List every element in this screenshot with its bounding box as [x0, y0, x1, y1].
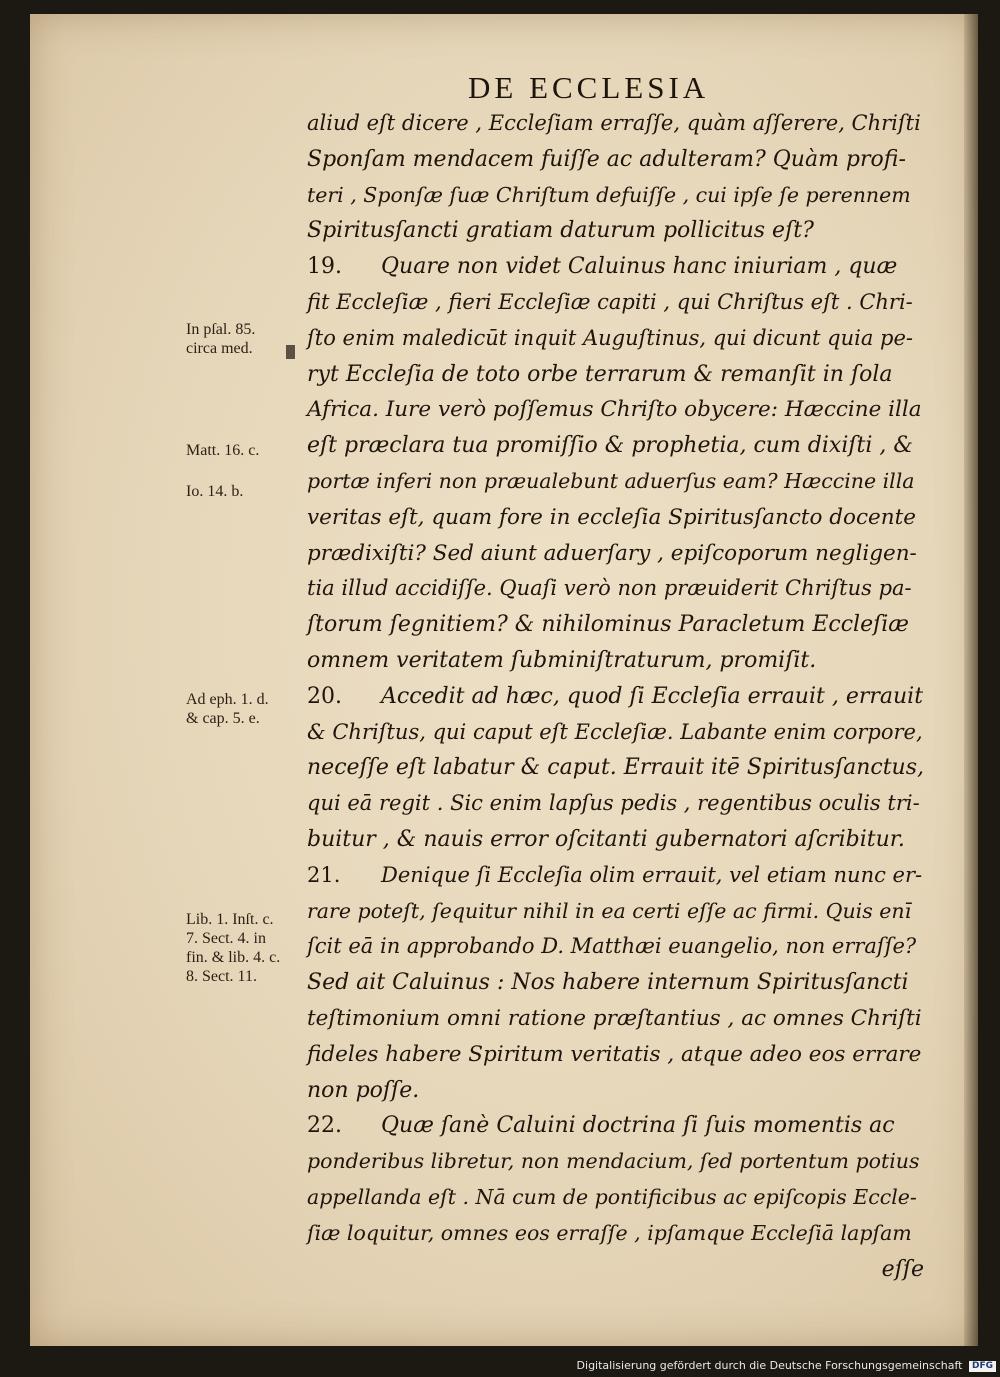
- text-line: [307, 965, 924, 1001]
- line-text: Sed ait Caluinus : Nos habere internum Spiritusſancti: [307, 970, 909, 996]
- line-text: qui eā regit . Sic enim lapſus pedis , regentibus oculis tri-: [307, 791, 920, 816]
- line-text: appellanda eſt . Nā cum de pontificibus ac epiſcopis Eccle-: [307, 1184, 917, 1209]
- paragraph-number: 22.: [307, 1113, 342, 1139]
- text-line: [307, 750, 924, 786]
- footer-text: Digitalisierung gefördert durch die Deutsche Forschungsgemeinschaft: [576, 1359, 963, 1372]
- text-line: [307, 858, 924, 894]
- line-text: veritas eſt, quam fore in eccleſia Spiritusſancto docente: [307, 504, 916, 530]
- text-line: [307, 249, 924, 285]
- paragraph-number: 21.: [307, 862, 341, 887]
- text-line: [307, 571, 924, 607]
- margin-note-line: Lib. 1. Inſt. c.: [186, 911, 274, 928]
- text-line: [307, 715, 924, 751]
- margin-note-io: [186, 482, 243, 501]
- margin-note-inst: [186, 910, 280, 986]
- line-text: neceſſe eſt labatur & caput. Errauit itē Spiritusſanctus,: [307, 755, 925, 781]
- text-line: [307, 1252, 924, 1288]
- line-text: teri , Sponſæ ſuæ Chriſtum defuiſſe , cui ipſe ſe perennem: [307, 182, 911, 207]
- line-text: ſto enim maledicūt inquit Auguſtinus, qui dicunt quia pe-: [307, 325, 914, 350]
- margin-note-line: & cap. 5. e.: [186, 710, 260, 727]
- margin-note-matt: [186, 441, 259, 460]
- dfg-logo: DFG: [969, 1361, 996, 1372]
- line-text: portæ inferi non præualebunt aduerſus eam? Hæccine illa: [307, 468, 915, 493]
- text-line: [307, 536, 924, 572]
- margin-note-psal: [186, 320, 255, 358]
- line-text: teſtimonium omni ratione præſtantius , ac omnes Chriſti: [307, 1005, 922, 1031]
- line-text: ryt Eccleſia de toto orbe terrarum & remanſit in ſola: [307, 361, 893, 387]
- text-line: [307, 321, 924, 357]
- line-text: & Chriſtus, qui caput eſt Eccleſiæ. Labante enim corpore,: [307, 719, 923, 744]
- text-line: [307, 428, 924, 464]
- margin-note-line: In pſal. 85.: [186, 321, 256, 338]
- paragraph-number: 20.: [307, 683, 342, 709]
- line-text: ſtorum ſegnitiem? & nihilominus Paracletum Eccleſiæ: [307, 612, 909, 638]
- line-text: Quare non videt Caluinus hanc iniuriam , quæ: [381, 254, 898, 280]
- line-text: ſcit eā in approbando D. Matthæi euangelio, non erraſſe?: [307, 934, 917, 959]
- line-text: Quæ ſanè Caluini doctrina ſi ſuis momentis ac: [381, 1113, 895, 1139]
- line-text: ponderibus libretur, non mendacium, ſed portentum potius: [307, 1149, 920, 1174]
- text-line: [307, 142, 924, 178]
- margin-note-line: 8. Sect. 11.: [186, 968, 257, 985]
- text-line: [307, 1001, 924, 1037]
- text-line: [307, 1037, 924, 1073]
- line-text: eſſe: [881, 1256, 924, 1282]
- page-edge-shadow: [964, 14, 978, 1346]
- line-text: fideles habere Spiritum veritatis , atque adeo eos errare: [307, 1041, 922, 1067]
- text-line: [307, 1073, 924, 1109]
- line-text: ſiæ loquitur, omnes eos erraſſe , ipſamque Eccleſiā lapſam: [307, 1220, 912, 1245]
- margin-mark: [286, 345, 295, 359]
- line-text: fit Eccleſiæ , fieri Eccleſiæ capiti , qui Chriſtus eſt . Chri-: [307, 289, 913, 314]
- margin-note-line: circa med.: [186, 340, 253, 357]
- text-line: [307, 1216, 924, 1252]
- margin-note-line: Io. 14. b.: [186, 483, 244, 500]
- line-text: eſt præclara tua promiſſio & prophetia, cum dixiſti , &: [307, 433, 913, 459]
- line-text: aliud eſt dicere , Eccleſiam erraſſe, quàm aſſerere, Chriſti: [307, 111, 921, 135]
- paragraph-number: 19.: [307, 254, 342, 280]
- text-line: [307, 178, 924, 214]
- text-line: [307, 500, 924, 536]
- margin-note-line: Matt. 16. c.: [186, 442, 260, 459]
- running-header: DE ECCLESIA: [468, 70, 710, 105]
- line-text: Spiritusſancti gratiam daturum pollicitus eſt?: [307, 218, 814, 244]
- main-text-block: [307, 106, 924, 1287]
- line-text: buitur , & nauis error oſcitanti gubernatori aſcribitur.: [307, 826, 905, 852]
- line-text: Africa. Iure verò poſſemus Chriſto obycere: Hæccine illa: [307, 397, 922, 423]
- text-line: [307, 822, 924, 858]
- text-line: [307, 213, 924, 249]
- margin-note-line: Ad eph. 1. d.: [186, 691, 269, 708]
- line-text: prædixiſti? Sed aiunt aduerſary , epiſcoporum negligen-: [307, 540, 917, 566]
- line-text: Accedit ad hæc, quod ſi Eccleſia errauit , errauit: [381, 683, 924, 709]
- text-line: [307, 285, 924, 321]
- line-text: non poſſe.: [307, 1077, 420, 1103]
- digitization-footer: [577, 1359, 996, 1372]
- line-text: Denique ſi Eccleſia olim errauit, vel etiam nunc er-: [381, 862, 923, 887]
- text-line: [307, 929, 924, 965]
- text-line: [307, 679, 924, 715]
- text-line: [307, 643, 924, 679]
- line-text: tia illud accidiſſe. Quaſi verò non præuiderit Chriſtus pa-: [307, 576, 912, 601]
- text-line: [307, 894, 924, 930]
- margin-note-eph: [186, 690, 269, 728]
- line-text: rare poteſt, ſequitur nihil in ea certi eſſe ac firmi. Quis enī: [307, 898, 912, 923]
- text-line: [307, 786, 924, 822]
- text-line: [307, 464, 924, 500]
- margin-note-line: 7. Sect. 4. in: [186, 930, 266, 947]
- text-line: [307, 1108, 924, 1144]
- text-line: [307, 106, 924, 142]
- text-line: [307, 392, 924, 428]
- line-text: Sponſam mendacem fuiſſe ac adulteram? Quàm profi-: [307, 146, 906, 172]
- line-text: omnem veritatem ſubminiſtraturum, promiſit.: [307, 647, 817, 673]
- text-line: [307, 607, 924, 643]
- text-line: [307, 1144, 924, 1180]
- text-line: [307, 357, 924, 393]
- text-line: [307, 1180, 924, 1216]
- margin-note-line: fin. & lib. 4. c.: [186, 949, 281, 966]
